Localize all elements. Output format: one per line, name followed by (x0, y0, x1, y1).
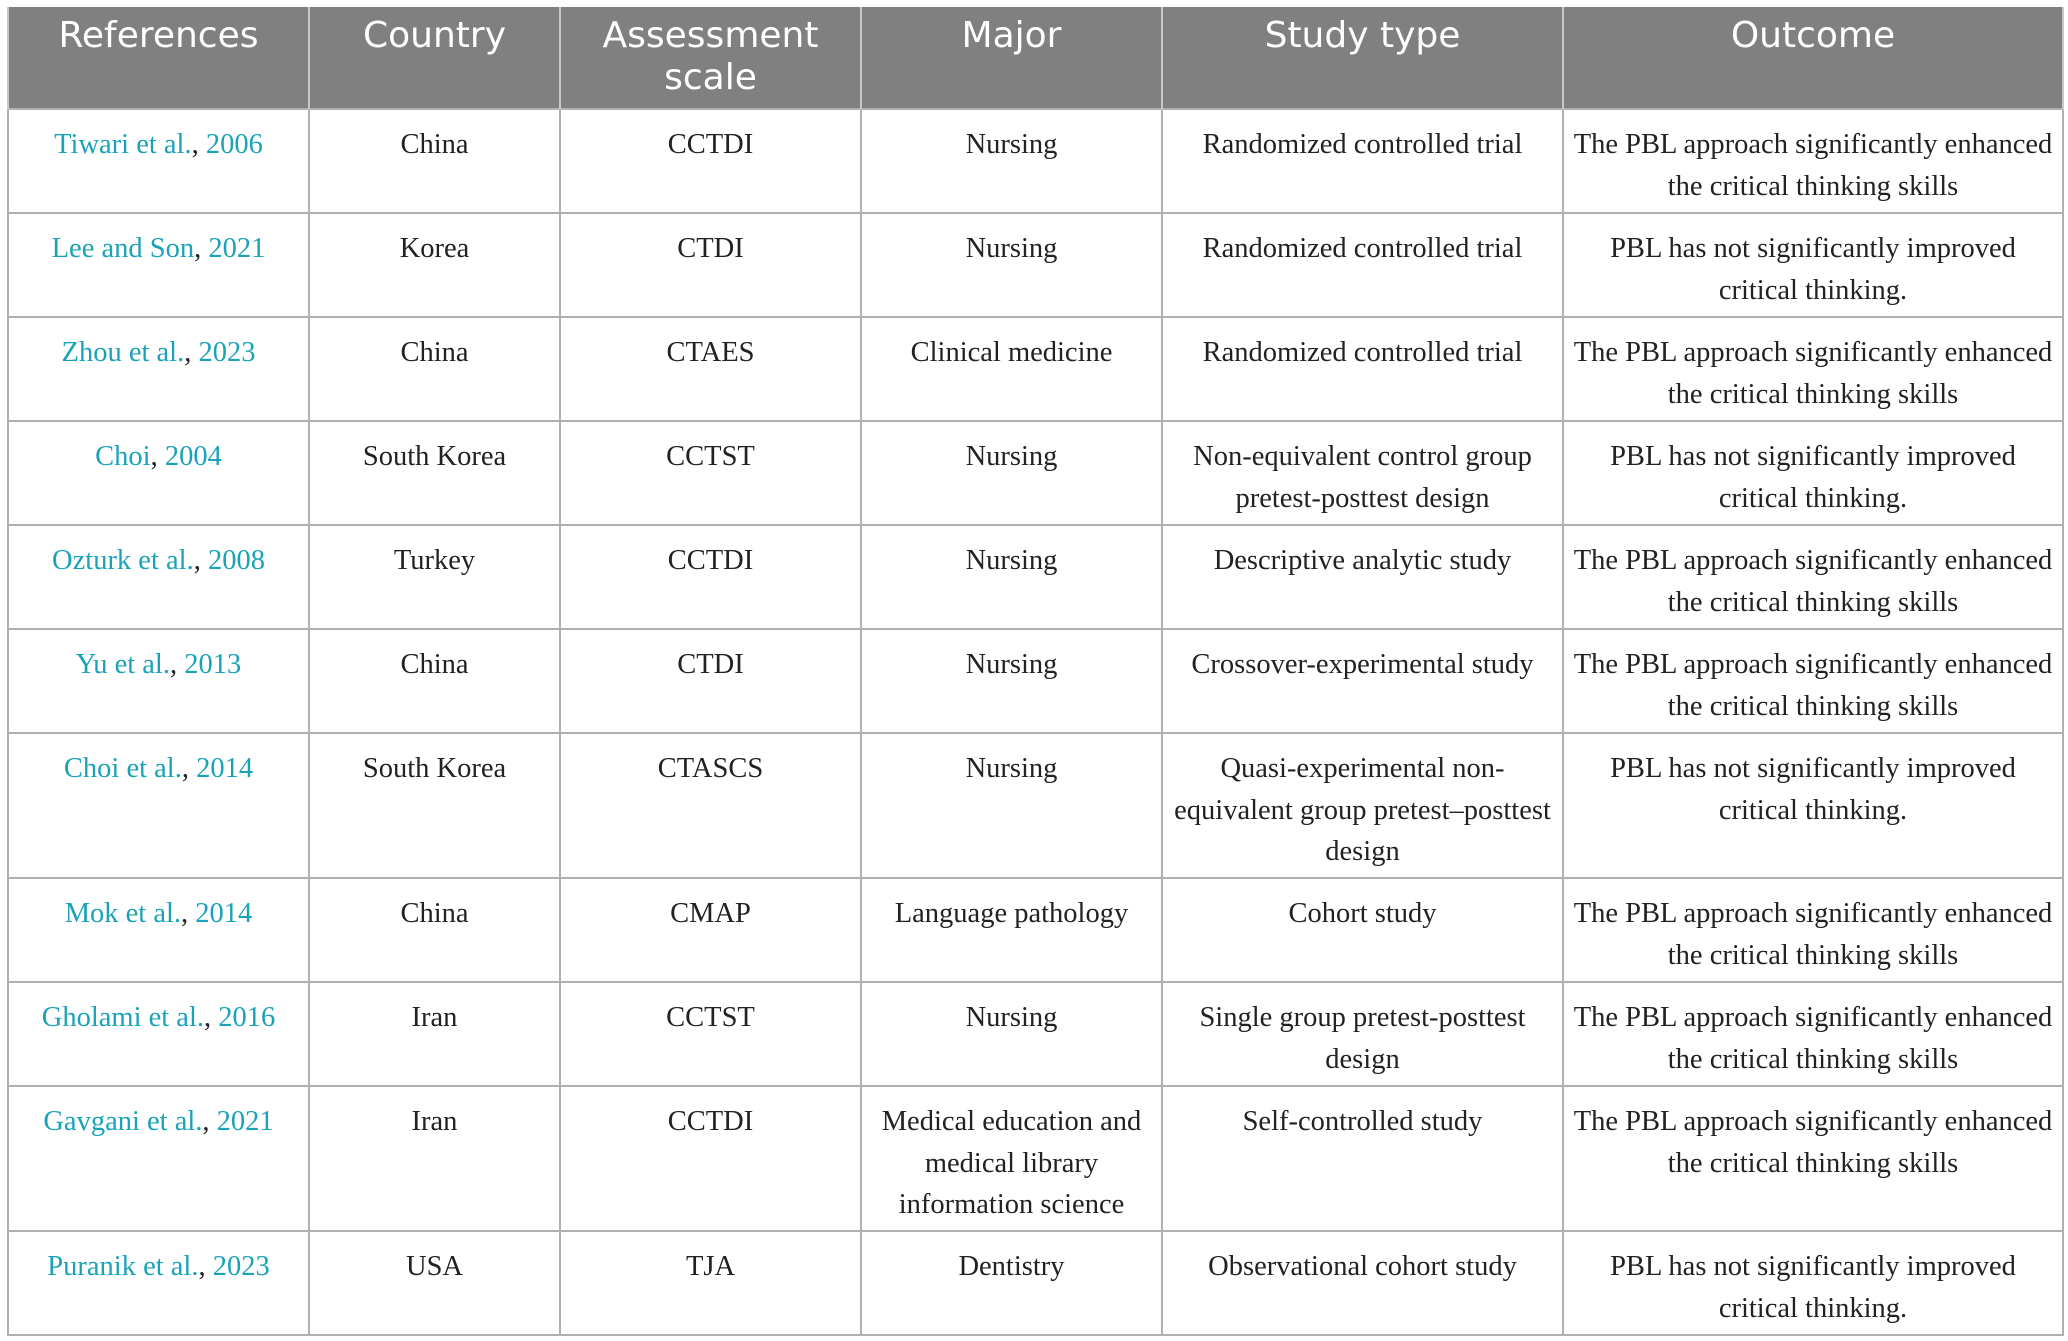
major-cell: Clinical medicine (861, 317, 1162, 421)
reference-year-link[interactable]: 2021 (216, 1106, 274, 1137)
table-row (8, 213, 2063, 317)
reference-link[interactable]: Choi (95, 441, 151, 472)
reference-link[interactable]: Ozturk et al. (52, 545, 194, 576)
outcome-cell: The PBL approach significantly enhanced the critical thinking skills (1563, 109, 2063, 213)
reference-cell (8, 982, 309, 1086)
reference-separator: , (202, 1106, 217, 1137)
reference-link[interactable]: Gavgani et al. (43, 1106, 203, 1137)
reference-separator: , (169, 649, 185, 680)
reference-separator: , (194, 233, 209, 264)
assessment-scale-cell: CTDI (560, 629, 861, 733)
reference-link[interactable]: Tiwari et al. (54, 129, 192, 160)
reference-year-link[interactable]: 2021 (208, 233, 266, 264)
study-type-cell: Single group pretest-posttest design (1162, 982, 1563, 1086)
studies-table (7, 7, 2064, 1336)
outcome-cell: The PBL approach significantly enhanced the critical thinking skills (1563, 629, 2063, 733)
study-type-cell: Self-controlled study (1162, 1086, 1563, 1231)
table-body (8, 109, 2063, 1335)
reference-separator: , (198, 1251, 213, 1282)
country-cell: South Korea (309, 733, 560, 878)
reference-cell (8, 525, 309, 629)
outcome-cell: PBL has not significantly improved critical thinking. (1563, 421, 2063, 525)
reference-cell (8, 878, 309, 982)
header-study-type: Study type (1162, 7, 1563, 109)
country-cell: Iran (309, 982, 560, 1086)
outcome-cell: PBL has not significantly improved critical thinking. (1563, 1231, 2063, 1335)
assessment-scale-cell: CMAP (560, 878, 861, 982)
assessment-scale-cell: CTAES (560, 317, 861, 421)
reference-cell (8, 109, 309, 213)
table-header (8, 7, 2063, 109)
country-cell: USA (309, 1231, 560, 1335)
major-cell: Dentistry (861, 1231, 1162, 1335)
reference-link[interactable]: Choi et al. (63, 753, 182, 784)
reference-link[interactable]: Puranik et al. (47, 1251, 199, 1282)
reference-separator: , (150, 441, 165, 472)
reference-cell (8, 213, 309, 317)
studies-table-container (7, 7, 2062, 1336)
header-assessment-scale: Assessment scale (560, 7, 861, 109)
reference-year-link[interactable]: 2023 (198, 337, 256, 368)
table-row (8, 733, 2063, 878)
outcome-cell: The PBL approach significantly enhanced the critical thinking skills (1563, 317, 2063, 421)
assessment-scale-cell: CCTST (560, 421, 861, 525)
reference-separator: , (191, 129, 206, 160)
reference-year-link[interactable]: 2016 (218, 1002, 276, 1033)
major-cell: Nursing (861, 525, 1162, 629)
study-type-cell: Descriptive analytic study (1162, 525, 1563, 629)
major-cell: Nursing (861, 213, 1162, 317)
header-country: Country (309, 7, 560, 109)
outcome-cell: PBL has not significantly improved critical thinking. (1563, 733, 2063, 878)
reference-cell (8, 629, 309, 733)
reference-cell (8, 733, 309, 878)
country-cell: China (309, 109, 560, 213)
reference-year-link[interactable]: 2014 (196, 753, 254, 784)
reference-year-link[interactable]: 2013 (184, 649, 242, 680)
reference-cell (8, 317, 309, 421)
reference-link[interactable]: Yu et al. (75, 649, 170, 680)
header-major: Major (861, 7, 1162, 109)
outcome-cell: The PBL approach significantly enhanced the critical thinking skills (1563, 1086, 2063, 1231)
reference-cell (8, 421, 309, 525)
major-cell: Nursing (861, 733, 1162, 878)
country-cell: South Korea (309, 421, 560, 525)
study-type-cell: Quasi-experimental non-equivalent group pretest–posttest design (1162, 733, 1563, 878)
assessment-scale-cell: TJA (560, 1231, 861, 1335)
study-type-cell: Randomized controlled trial (1162, 109, 1563, 213)
study-type-cell: Randomized controlled trial (1162, 213, 1563, 317)
assessment-scale-cell: CTASCS (560, 733, 861, 878)
reference-year-link[interactable]: 2004 (164, 441, 222, 472)
major-cell: Nursing (861, 421, 1162, 525)
outcome-cell: The PBL approach significantly enhanced the critical thinking skills (1563, 525, 2063, 629)
reference-separator: , (181, 753, 197, 784)
reference-cell (8, 1086, 309, 1231)
study-type-cell: Observational cohort study (1162, 1231, 1563, 1335)
table-row (8, 629, 2063, 733)
header-references: References (8, 7, 309, 109)
reference-link[interactable]: Mok et al. (64, 898, 182, 929)
reference-link[interactable]: Gholami et al. (41, 1002, 204, 1033)
reference-year-link[interactable]: 2023 (212, 1251, 270, 1282)
table-row (8, 109, 2063, 213)
study-type-cell: Crossover-experimental study (1162, 629, 1563, 733)
country-cell: Korea (309, 213, 560, 317)
header-row (8, 7, 2063, 109)
table-row (8, 1086, 2063, 1231)
reference-year-link[interactable]: 2008 (207, 545, 265, 576)
table-row (8, 421, 2063, 525)
assessment-scale-cell: CCTDI (560, 525, 861, 629)
major-cell: Nursing (861, 982, 1162, 1086)
major-cell: Nursing (861, 629, 1162, 733)
table-row (8, 982, 2063, 1086)
outcome-cell: The PBL approach significantly enhanced the critical thinking skills (1563, 982, 2063, 1086)
reference-cell (8, 1231, 309, 1335)
study-type-cell: Non-equivalent control group pretest-posttest design (1162, 421, 1563, 525)
country-cell: Iran (309, 1086, 560, 1231)
country-cell: China (309, 878, 560, 982)
reference-separator: , (181, 898, 196, 929)
reference-separator: , (193, 545, 208, 576)
reference-separator: , (184, 337, 199, 368)
table-row (8, 878, 2063, 982)
reference-link[interactable]: Lee and Son (51, 233, 195, 264)
study-type-cell: Cohort study (1162, 878, 1563, 982)
assessment-scale-cell: CCTDI (560, 1086, 861, 1231)
table-row (8, 1231, 2063, 1335)
outcome-cell: The PBL approach significantly enhanced the critical thinking skills (1563, 878, 2063, 982)
reference-link[interactable]: Zhou et al. (61, 337, 185, 368)
reference-separator: , (204, 1002, 219, 1033)
country-cell: China (309, 629, 560, 733)
assessment-scale-cell: CCTST (560, 982, 861, 1086)
table-row (8, 317, 2063, 421)
country-cell: China (309, 317, 560, 421)
study-type-cell: Randomized controlled trial (1162, 317, 1563, 421)
major-cell: Nursing (861, 109, 1162, 213)
country-cell: Turkey (309, 525, 560, 629)
major-cell: Medical education and medical library information science (861, 1086, 1162, 1231)
assessment-scale-cell: CTDI (560, 213, 861, 317)
table-row (8, 525, 2063, 629)
header-outcome: Outcome (1563, 7, 2063, 109)
outcome-cell: PBL has not significantly improved critical thinking. (1563, 213, 2063, 317)
reference-year-link[interactable]: 2006 (205, 129, 263, 160)
reference-year-link[interactable]: 2014 (195, 898, 253, 929)
major-cell: Language pathology (861, 878, 1162, 982)
assessment-scale-cell: CCTDI (560, 109, 861, 213)
